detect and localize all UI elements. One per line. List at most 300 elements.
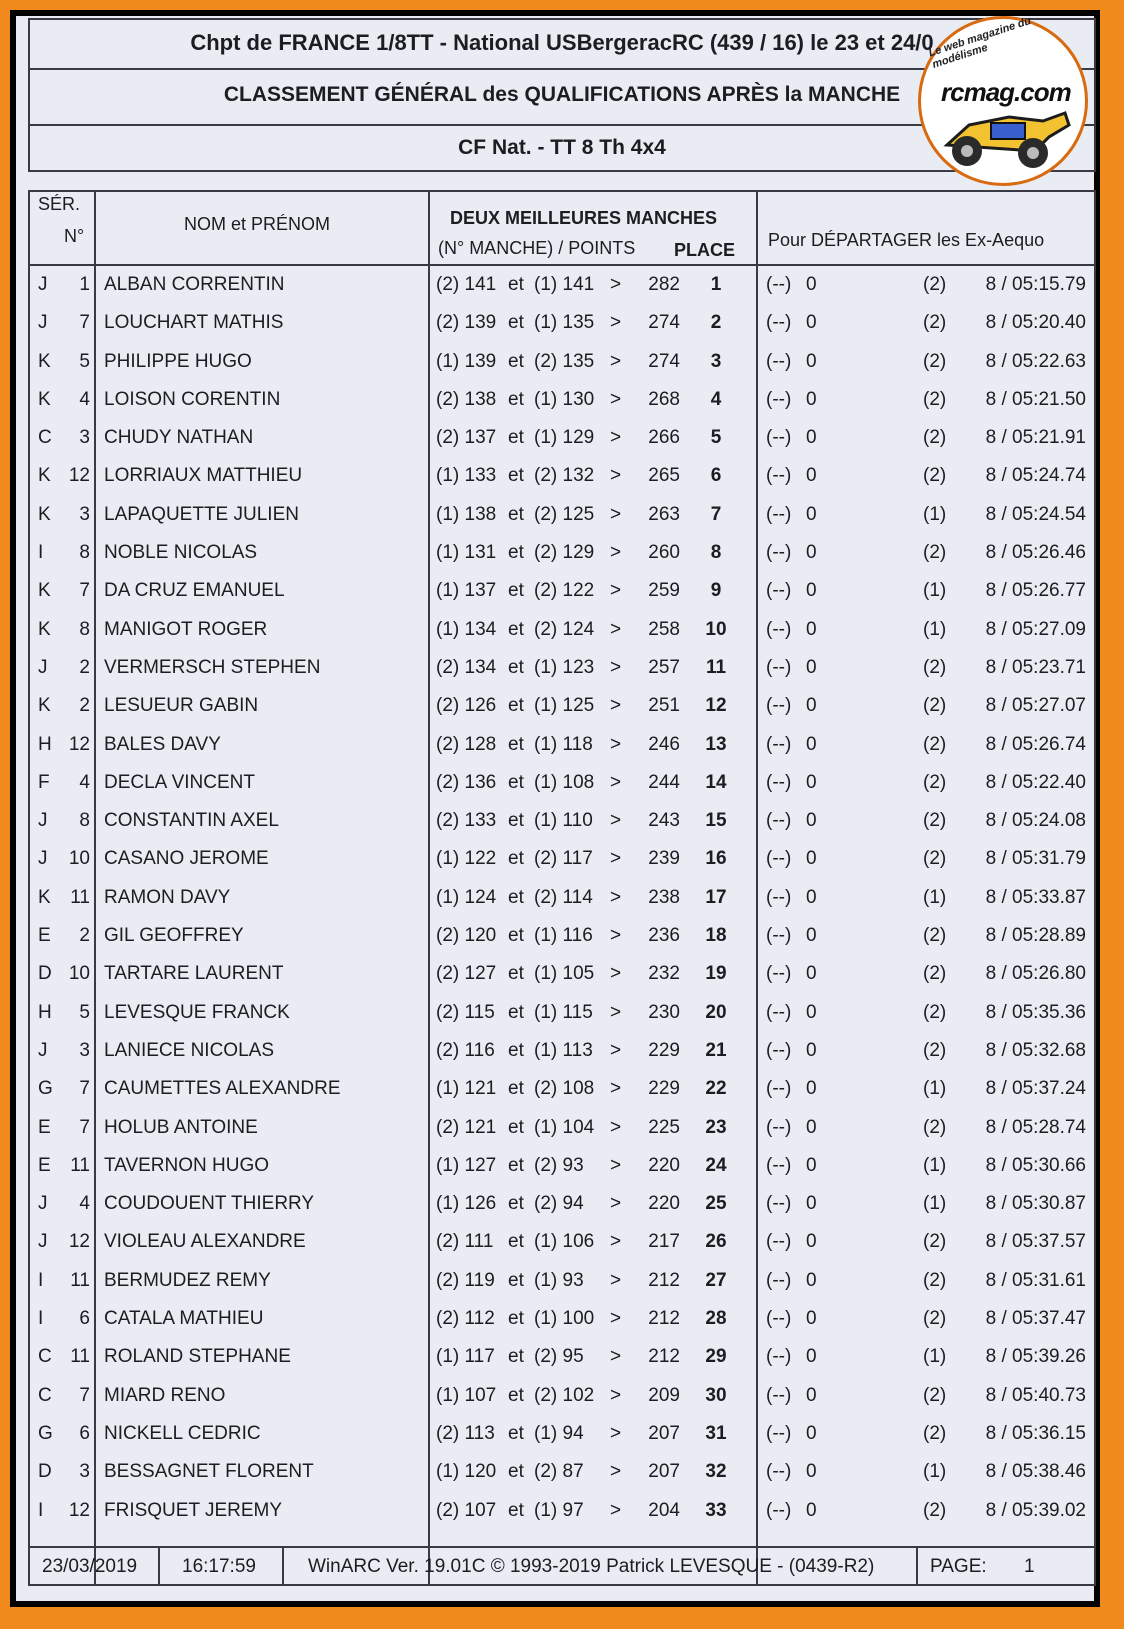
cell-num: 5: [79, 350, 90, 372]
cell-place: 6: [710, 465, 722, 487]
table-row: [30, 1340, 1094, 1378]
cell-dash: (--): [766, 1116, 792, 1138]
cell-ser: H: [38, 733, 52, 755]
cell-dash: (--): [766, 810, 792, 832]
cell-name: BESSAGNET FLORENT: [104, 1461, 314, 1483]
cell-br: (1): [923, 1193, 947, 1215]
cell-num: 7: [79, 312, 90, 334]
cell-zero: 0: [806, 503, 817, 525]
report-footer: [28, 1546, 1096, 1586]
cell-time: 8 / 05:28.89: [985, 925, 1086, 947]
cell-time: 8 / 05:24.54: [985, 503, 1086, 525]
table-row: [30, 1379, 1094, 1417]
cell-gt: >: [610, 580, 622, 602]
cell-m2: (2) 122: [534, 580, 595, 602]
cell-place: 24: [705, 1154, 727, 1176]
cell-zero: 0: [806, 580, 817, 602]
cell-time: 8 / 05:35.36: [985, 1001, 1086, 1023]
cell-gt: >: [610, 771, 622, 793]
cell-et: et: [508, 1154, 524, 1176]
cell-m2: (1) 118: [534, 733, 593, 755]
cell-br: (2): [923, 1116, 947, 1138]
cell-gt: >: [610, 656, 622, 678]
cell-name: VERMERSCH STEPHEN: [104, 656, 321, 678]
cell-et: et: [508, 1499, 524, 1521]
cell-name: PHILIPPE HUGO: [104, 350, 252, 372]
cell-dash: (--): [766, 274, 792, 295]
cell-et: et: [508, 1116, 524, 1138]
cell-name: RAMON DAVY: [104, 886, 231, 908]
cell-ser: J: [38, 1231, 48, 1253]
cell-time: 8 / 05:28.74: [985, 1116, 1086, 1138]
logo-tagline: Le web magazine du modélisme: [927, 14, 1033, 71]
cell-time: 8 / 05:36.15: [985, 1422, 1086, 1444]
buggy-icon: [939, 107, 1073, 169]
cell-num: 10: [68, 963, 90, 985]
col-num: N°: [64, 226, 85, 246]
cell-ser: I: [38, 1269, 44, 1291]
cell-br: (2): [923, 274, 947, 295]
cell-total: 239: [648, 848, 680, 870]
cell-m2: (1) 93: [534, 1269, 584, 1291]
cell-num: 3: [79, 427, 90, 449]
cell-dash: (--): [766, 1001, 792, 1023]
cell-num: 7: [79, 1078, 90, 1100]
cell-br: (2): [923, 925, 947, 947]
cell-time: 8 / 05:31.79: [985, 848, 1086, 870]
cell-m2: (1) 129: [534, 427, 595, 449]
table-row: [30, 345, 1094, 383]
cell-br: (1): [923, 503, 947, 525]
footer-page-number: 1: [1024, 1556, 1035, 1577]
cell-time: 8 / 05:37.24: [985, 1078, 1086, 1100]
cell-name: MIARD RENO: [104, 1384, 226, 1406]
cell-gt: >: [610, 1193, 622, 1215]
cell-et: et: [508, 886, 524, 908]
table-row: [30, 957, 1094, 995]
cell-gt: >: [610, 465, 622, 487]
cell-m2: (1) 130: [534, 388, 595, 410]
table-row: [30, 498, 1094, 536]
cell-et: et: [508, 465, 524, 487]
cell-m1: (2) 136: [436, 771, 497, 793]
cell-total: 212: [648, 1269, 680, 1291]
cell-time: 8 / 05:20.40: [985, 312, 1086, 334]
cell-place: 20: [705, 1001, 727, 1023]
cell-time: 8 / 05:38.46: [985, 1461, 1086, 1483]
cell-num: 11: [70, 1346, 90, 1368]
cell-dash: (--): [766, 1154, 792, 1176]
cell-num: 10: [68, 848, 90, 870]
cell-m2: (1) 123: [534, 656, 595, 678]
cell-zero: 0: [806, 1384, 817, 1406]
table-row: [30, 1072, 1094, 1110]
cell-name: BALES DAVY: [104, 733, 221, 755]
cell-gt: >: [610, 963, 622, 985]
cell-m1: (2) 137: [436, 427, 497, 449]
table-row: [30, 1417, 1094, 1455]
cell-m1: (2) 116: [436, 1039, 495, 1061]
cell-time: 8 / 05:24.08: [985, 810, 1086, 832]
cell-ser: K: [38, 350, 51, 372]
table-row: [30, 689, 1094, 727]
cell-name: CASANO JEROME: [104, 848, 269, 870]
cell-ser: G: [38, 1422, 53, 1444]
cell-place: 8: [710, 542, 722, 564]
cell-time: 8 / 05:24.74: [985, 465, 1086, 487]
cell-total: 238: [648, 886, 680, 908]
cell-total: 251: [648, 695, 680, 717]
cell-dash: (--): [766, 503, 792, 525]
cell-br: (2): [923, 1269, 947, 1291]
cell-gt: >: [610, 1001, 622, 1023]
cell-dash: (--): [766, 733, 792, 755]
cell-m1: (2) 139: [436, 312, 497, 334]
col-tiebreak: Pour DÉPARTAGER les Ex-Aequo: [768, 230, 1045, 250]
cell-et: et: [508, 1422, 524, 1444]
cell-ser: G: [38, 1078, 53, 1100]
cell-total: 268: [648, 388, 680, 410]
cell-m1: (2) 113: [436, 1422, 495, 1444]
cell-time: 8 / 05:21.91: [985, 427, 1086, 449]
cell-gt: >: [610, 695, 622, 717]
table-row: [30, 1225, 1094, 1263]
cell-ser: H: [38, 1001, 52, 1023]
cell-ser: K: [38, 886, 51, 908]
table-row: [30, 1111, 1094, 1149]
cell-m1: (1) 107: [436, 1384, 497, 1406]
cell-num: 4: [79, 388, 90, 410]
cell-dash: (--): [766, 427, 792, 449]
cell-num: 11: [70, 886, 90, 908]
cell-gt: >: [610, 925, 622, 947]
cell-br: (1): [923, 1154, 947, 1176]
results-sheet: [16, 16, 1094, 1601]
cell-total: 257: [648, 656, 680, 678]
cell-m1: (2) 126: [436, 695, 497, 717]
cell-m1: (2) 138: [436, 388, 497, 410]
cell-br: (1): [923, 580, 947, 602]
cell-br: (1): [923, 1078, 947, 1100]
cell-m2: (1) 141: [534, 274, 595, 295]
cell-name: LESUEUR GABIN: [104, 695, 259, 717]
cell-ser: D: [38, 963, 52, 985]
cell-br: (2): [923, 656, 947, 678]
cell-place: 4: [710, 388, 722, 410]
cell-gt: >: [610, 1116, 622, 1138]
cell-num: 8: [79, 618, 90, 640]
cell-gt: >: [610, 618, 622, 640]
cell-m1: (2) 112: [436, 1308, 495, 1330]
cell-name: LANIECE NICOLAS: [104, 1039, 274, 1061]
cell-m2: (1) 113: [534, 1039, 593, 1061]
cell-zero: 0: [806, 771, 817, 793]
cell-et: et: [508, 925, 524, 947]
table-row: [30, 881, 1094, 919]
cell-gt: >: [610, 503, 622, 525]
cell-gt: >: [610, 1078, 622, 1100]
cell-total: 212: [648, 1308, 680, 1330]
cell-ser: D: [38, 1461, 52, 1483]
cell-zero: 0: [806, 656, 817, 678]
results-rows: [30, 268, 1094, 1532]
cell-m2: (2) 132: [534, 465, 595, 487]
cell-place: 29: [705, 1346, 727, 1368]
cell-ser: J: [38, 848, 48, 870]
cell-dash: (--): [766, 618, 792, 640]
cell-place: 28: [705, 1308, 727, 1330]
cell-dash: (--): [766, 388, 792, 410]
cell-m1: (1) 122: [436, 848, 497, 870]
cell-gt: >: [610, 1384, 622, 1406]
cell-m1: (2) 119: [436, 1269, 495, 1291]
cell-dash: (--): [766, 1231, 792, 1253]
cell-time: 8 / 05:27.09: [985, 618, 1086, 640]
cell-dash: (--): [766, 925, 792, 947]
cell-place: 14: [705, 771, 727, 793]
cell-name: CHUDY NATHAN: [104, 427, 254, 449]
cell-place: 10: [705, 618, 727, 640]
cell-gt: >: [610, 1269, 622, 1291]
cell-dash: (--): [766, 695, 792, 717]
cell-place: 3: [710, 350, 722, 372]
cell-zero: 0: [806, 618, 817, 640]
cell-m2: (2) 114: [534, 886, 593, 908]
cell-m1: (1) 139: [436, 350, 497, 372]
cell-dash: (--): [766, 771, 792, 793]
cell-ser: E: [38, 1154, 51, 1176]
cell-ser: K: [38, 695, 51, 717]
cell-total: 246: [648, 733, 680, 755]
table-row: [30, 536, 1094, 574]
cell-name: LOUCHART MATHIS: [104, 312, 284, 334]
table-row: [30, 613, 1094, 651]
cell-total: 282: [648, 274, 680, 295]
cell-place: 21: [705, 1039, 727, 1061]
cell-place: 33: [705, 1499, 727, 1521]
cell-zero: 0: [806, 1116, 817, 1138]
col-best: DEUX MEILLEURES MANCHES: [450, 208, 718, 228]
cell-m2: (2) 94: [534, 1193, 584, 1215]
cell-m1: (1) 120: [436, 1461, 497, 1483]
cell-ser: J: [38, 274, 48, 295]
cell-m2: (1) 105: [534, 963, 595, 985]
cell-gt: >: [610, 1039, 622, 1061]
cell-zero: 0: [806, 350, 817, 372]
cell-m2: (1) 97: [534, 1499, 584, 1521]
cell-zero: 0: [806, 925, 817, 947]
cell-name: MANIGOT ROGER: [104, 618, 268, 640]
cell-num: 4: [79, 771, 90, 793]
cell-m1: (2) 134: [436, 656, 497, 678]
footer-page-label: PAGE:: [930, 1556, 987, 1577]
cell-br: (2): [923, 1308, 947, 1330]
cell-time: 8 / 05:33.87: [985, 886, 1086, 908]
cell-place: 7: [710, 503, 722, 525]
cell-zero: 0: [806, 465, 817, 487]
cell-name: ROLAND STEPHANE: [104, 1346, 291, 1368]
cell-m1: (1) 133: [436, 465, 497, 487]
cell-m1: (1) 138: [436, 503, 497, 525]
cell-num: 12: [68, 1231, 90, 1253]
cell-zero: 0: [806, 733, 817, 755]
cell-m2: (1) 108: [534, 771, 595, 793]
cell-time: 8 / 05:31.61: [985, 1269, 1086, 1291]
table-row: [30, 804, 1094, 842]
cell-m2: (2) 93: [534, 1154, 584, 1176]
cell-m2: (2) 135: [534, 350, 595, 372]
cell-name: GIL GEOFFREY: [104, 925, 244, 947]
cell-zero: 0: [806, 1001, 817, 1023]
cell-et: et: [508, 580, 524, 602]
cell-m2: (2) 124: [534, 618, 595, 640]
cell-total: 229: [648, 1078, 680, 1100]
cell-m2: (1) 115: [534, 1001, 593, 1023]
cell-total: 217: [648, 1231, 680, 1253]
cell-ser: I: [38, 542, 44, 564]
cell-br: (2): [923, 771, 947, 793]
cell-num: 6: [79, 1422, 90, 1444]
cell-num: 5: [79, 1001, 90, 1023]
cell-ser: J: [38, 656, 48, 678]
cell-place: 32: [705, 1461, 727, 1483]
cell-zero: 0: [806, 1308, 817, 1330]
cell-br: (2): [923, 1039, 947, 1061]
cell-num: 3: [79, 1461, 90, 1483]
cell-br: (2): [923, 465, 947, 487]
cell-num: 8: [79, 810, 90, 832]
cell-num: 1: [79, 274, 90, 295]
cell-dash: (--): [766, 1193, 792, 1215]
cell-time: 8 / 05:15.79: [985, 274, 1086, 295]
cell-time: 8 / 05:39.26: [985, 1346, 1086, 1368]
cell-num: 12: [68, 733, 90, 755]
cell-dash: (--): [766, 848, 792, 870]
cell-zero: 0: [806, 1078, 817, 1100]
cell-br: (2): [923, 312, 947, 334]
cell-br: (2): [923, 1499, 947, 1521]
cell-m2: (2) 102: [534, 1384, 595, 1406]
cell-zero: 0: [806, 1346, 817, 1368]
cell-dash: (--): [766, 580, 792, 602]
cell-et: et: [508, 1269, 524, 1291]
cell-br: (2): [923, 963, 947, 985]
cell-total: 260: [648, 542, 680, 564]
cell-dash: (--): [766, 312, 792, 334]
cell-et: et: [508, 1308, 524, 1330]
cell-dash: (--): [766, 1384, 792, 1406]
footer-software: WinARC Ver. 19.01C © 1993-2019 Patrick LEVESQUE - (0439-R2): [308, 1556, 875, 1577]
cell-dash: (--): [766, 1499, 792, 1521]
cell-et: et: [508, 1384, 524, 1406]
cell-place: 27: [705, 1269, 727, 1291]
cell-num: 2: [79, 695, 90, 717]
cell-gt: >: [610, 1422, 622, 1444]
cell-dash: (--): [766, 886, 792, 908]
table-row: [30, 268, 1094, 306]
cell-m2: (2) 87: [534, 1461, 584, 1483]
col-ser: SÉR.: [38, 194, 81, 214]
cell-et: et: [508, 695, 524, 717]
cell-time: 8 / 05:21.50: [985, 388, 1086, 410]
cell-m1: (2) 111: [436, 1231, 494, 1253]
cell-name: HOLUB ANTOINE: [104, 1116, 258, 1138]
cell-zero: 0: [806, 388, 817, 410]
cell-gt: >: [610, 1499, 622, 1521]
cell-total: 220: [648, 1154, 680, 1176]
cell-num: 7: [79, 1116, 90, 1138]
cell-place: 13: [705, 733, 727, 755]
cell-m1: (2) 107: [436, 1499, 497, 1521]
cell-ser: I: [38, 1499, 44, 1521]
cell-br: (2): [923, 1384, 947, 1406]
cell-et: et: [508, 1001, 524, 1023]
table-row: [30, 383, 1094, 421]
cell-m1: (2) 120: [436, 925, 497, 947]
cell-place: 22: [705, 1078, 727, 1100]
cell-gt: >: [610, 388, 622, 410]
cell-m1: (1) 126: [436, 1193, 497, 1215]
cell-m2: (1) 100: [534, 1308, 595, 1330]
cell-time: 8 / 05:27.07: [985, 695, 1086, 717]
cell-num: 12: [68, 465, 90, 487]
cell-m1: (1) 137: [436, 580, 497, 602]
cell-m1: (1) 134: [436, 618, 497, 640]
table-row: [30, 1455, 1094, 1493]
cell-m2: (2) 108: [534, 1078, 595, 1100]
table-row: [30, 919, 1094, 957]
cell-name: TAVERNON HUGO: [104, 1154, 270, 1176]
cell-time: 8 / 05:26.46: [985, 542, 1086, 564]
cell-place: 26: [705, 1231, 727, 1253]
cell-num: 7: [79, 580, 90, 602]
cell-total: 263: [648, 503, 680, 525]
cell-num: 3: [79, 1039, 90, 1061]
cell-num: 2: [79, 925, 90, 947]
cell-ser: J: [38, 810, 48, 832]
cell-et: et: [508, 733, 524, 755]
cell-br: (2): [923, 810, 947, 832]
cell-et: et: [508, 542, 524, 564]
cell-gt: >: [610, 542, 622, 564]
cell-et: et: [508, 388, 524, 410]
cell-num: 11: [70, 1154, 90, 1176]
cell-gt: >: [610, 427, 622, 449]
cell-place: 18: [705, 925, 727, 947]
table-row: [30, 1494, 1094, 1532]
cell-total: 274: [648, 350, 680, 372]
table-row: [30, 1149, 1094, 1187]
cell-dash: (--): [766, 1269, 792, 1291]
cell-total: 244: [648, 771, 680, 793]
cell-total: 266: [648, 427, 680, 449]
cell-total: 232: [648, 963, 680, 985]
cell-dash: (--): [766, 465, 792, 487]
cell-ser: K: [38, 465, 51, 487]
cell-zero: 0: [806, 274, 817, 295]
cell-et: et: [508, 350, 524, 372]
cell-total: 243: [648, 810, 680, 832]
cell-m1: (2) 127: [436, 963, 497, 985]
cell-gt: >: [610, 350, 622, 372]
cell-zero: 0: [806, 1269, 817, 1291]
cell-gt: >: [610, 886, 622, 908]
cell-total: 220: [648, 1193, 680, 1215]
cell-place: 12: [705, 695, 727, 717]
cell-et: et: [508, 1193, 524, 1215]
cell-time: 8 / 05:37.57: [985, 1231, 1086, 1253]
cell-m2: (1) 104: [534, 1116, 595, 1138]
